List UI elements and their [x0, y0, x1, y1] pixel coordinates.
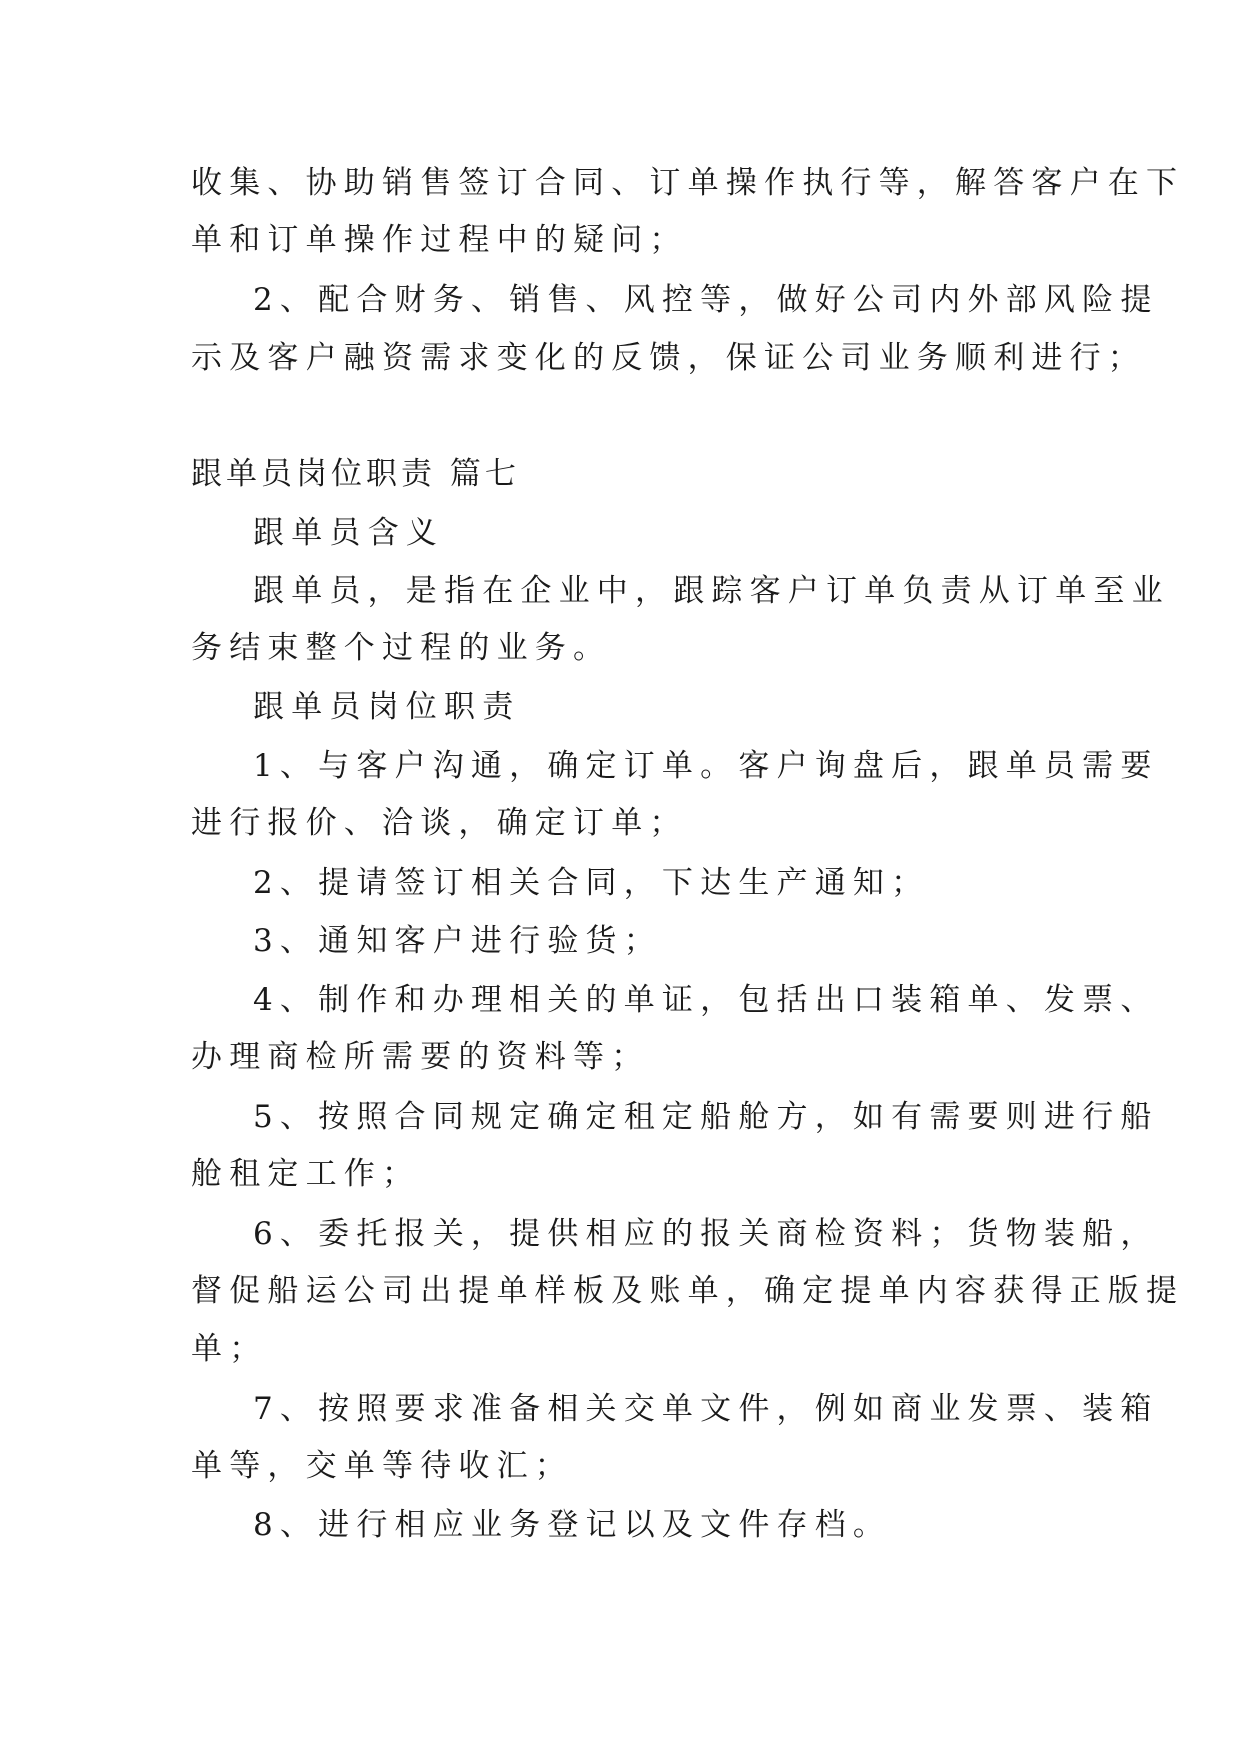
body-text-line: 务结束整个过程的业务。	[191, 630, 612, 666]
duty-line: 7、按照要求准备相关交单文件，例如商业发票、装箱	[253, 1391, 1159, 1427]
duty-line: 6、委托报关，提供相应的报关商检资料；货物装船，	[253, 1216, 1159, 1252]
duty-line: 8、进行相应业务登记以及文件存档。	[253, 1507, 892, 1543]
duty-line: 单；	[191, 1331, 268, 1367]
body-text-line: 2、配合财务、销售、风控等，做好公司内外部风险提	[253, 282, 1159, 318]
subheading-duties: 跟单员岗位职责	[253, 689, 521, 725]
subheading-meaning: 跟单员含义	[253, 515, 444, 551]
duty-line: 2、提请签订相关合同，下达生产通知；	[253, 865, 930, 901]
duty-line: 进行报价、洽谈，确定订单；	[191, 805, 688, 841]
duty-line: 督促船运公司出提单样板及账单，确定提单内容获得正版提	[191, 1273, 1185, 1309]
duty-line: 舱租定工作；	[191, 1156, 421, 1192]
duty-line: 3、通知客户进行验货；	[253, 923, 662, 959]
duty-line: 单等，交单等待收汇；	[191, 1448, 573, 1484]
duty-line: 办理商检所需要的资料等；	[191, 1039, 650, 1075]
body-text-line: 单和订单操作过程中的疑问；	[191, 222, 688, 258]
duty-line: 4、制作和办理相关的单证，包括出口装箱单、发票、	[253, 982, 1159, 1018]
body-text-line: 跟单员，是指在企业中，跟踪客户订单负责从订单至业	[253, 573, 1170, 609]
body-text-line: 收集、协助销售签订合同、订单操作执行等，解答客户在下	[191, 165, 1185, 201]
duty-line: 1、与客户沟通，确定订单。客户询盘后，跟单员需要	[253, 748, 1159, 784]
body-text-line: 示及客户融资需求变化的反馈，保证公司业务顺利进行；	[191, 340, 1146, 376]
section-title: 跟单员岗位职责 篇七	[191, 456, 520, 492]
duty-line: 5、按照合同规定确定租定船舱方，如有需要则进行船	[253, 1099, 1159, 1135]
